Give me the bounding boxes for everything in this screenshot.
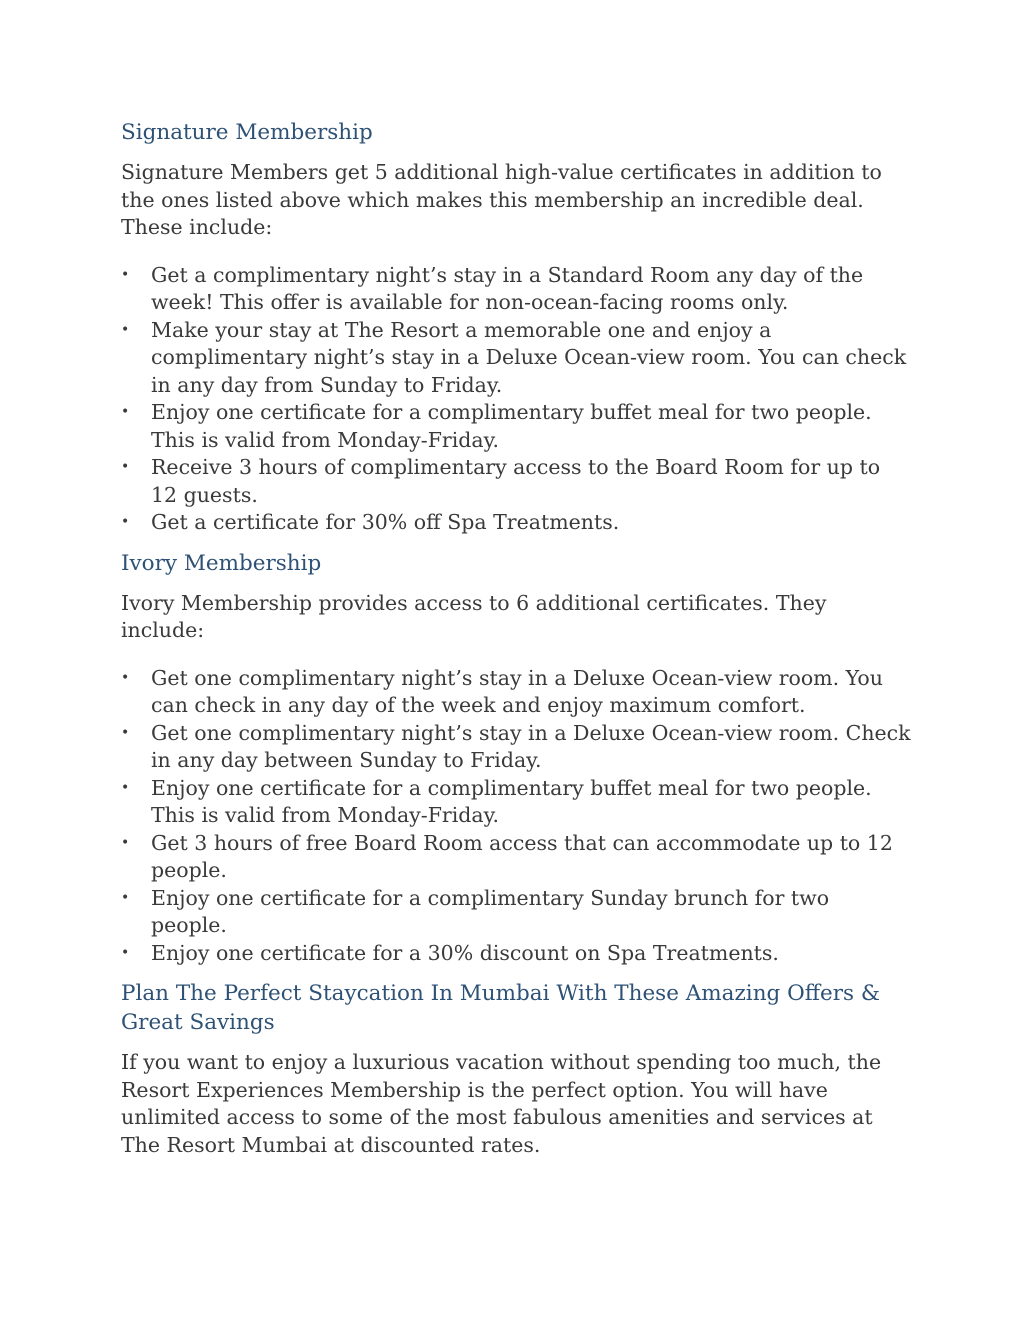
bullet-list-signature-membership [121, 262, 911, 537]
bullet-list-ivory-membership [121, 665, 911, 968]
list-item [121, 885, 911, 940]
list-item-text: Get 3 hours of free Board Room access that can accommodate up to 12 people. [151, 830, 893, 882]
bullet-icon: • [121, 266, 130, 283]
bullet-icon: • [121, 779, 130, 796]
bullet-icon: • [121, 669, 130, 686]
list-item-text: Get one complimentary night’s stay in a Deluxe Ocean-view room. Check in any day between Sunday to Friday. [151, 720, 911, 772]
list-item [121, 940, 911, 968]
list-item-text: Get one complimentary night’s stay in a Deluxe Ocean-view room. You can check in any day of the week and enjoy maximum comfort. [151, 665, 883, 717]
section-intro-ivory-membership: Ivory Membership provides access to 6 additional certificates. They include: [121, 590, 827, 642]
bullet-icon: • [121, 404, 130, 420]
section-heading-ivory-membership: Ivory Membership [121, 550, 322, 576]
bullet-icon: • [121, 834, 130, 851]
list-item-text: Enjoy one certificate for a 30% discount on Spa Treatments. [151, 940, 779, 965]
document-page [121, 118, 911, 1179]
list-item [121, 454, 911, 509]
section-heading-signature-membership: Signature Membership [121, 120, 373, 145]
list-item [121, 665, 911, 720]
list-item-text: Enjoy one certificate for a complimentary buffet meal for two people. This is valid from Monday-Friday. [151, 400, 872, 452]
list-item [121, 720, 911, 775]
list-item-text: Receive 3 hours of complimentary access to the Board Room for up to 12 guests. [151, 455, 881, 507]
section-intro-signature-membership: Signature Members get 5 additional high-value certificates in addition to the ones listed above which makes this membership an incredible deal. These include: [121, 160, 882, 239]
list-item-text: Get a complimentary night’s stay in a Standard Room any day of the week! This offer is available for non-ocean-facing rooms only. [151, 262, 864, 314]
list-item-text: Enjoy one certificate for a complimentary buffet meal for two people. This is valid from Monday-Friday. [151, 775, 872, 827]
list-item-text: Get a certificate for 30% off Spa Treatments. [151, 510, 620, 534]
bullet-icon: • [121, 459, 130, 475]
list-item-text: Make your stay at The Resort a memorable one and enjoy a complimentary night’s stay in a Deluxe Ocean-view room. You can check in any day from Sunday to Friday. [151, 317, 907, 397]
list-item [121, 775, 911, 830]
bullet-icon: • [121, 724, 130, 741]
list-item [121, 399, 911, 454]
list-item-text: Enjoy one certificate for a complimentary Sunday brunch for two people. [151, 885, 830, 937]
list-item [121, 509, 911, 537]
bullet-icon: • [121, 321, 130, 338]
list-item [121, 262, 911, 317]
list-item [121, 317, 911, 400]
section-heading-plan-staycation: Plan The Perfect Staycation In Mumbai With These Amazing Offers & Great Savings [121, 981, 881, 1035]
bullet-icon: • [121, 514, 130, 530]
list-item [121, 830, 911, 885]
bullet-icon: • [121, 889, 130, 906]
bullet-icon: • [121, 944, 130, 961]
section-intro-plan-staycation: If you want to enjoy a luxurious vacation without spending too much, the Resort Experiences Membership is the perfect option. You will have unlimited access to some of the most fabulous amenities and services at The Resort Mumbai at discounted rates. [121, 1050, 882, 1157]
